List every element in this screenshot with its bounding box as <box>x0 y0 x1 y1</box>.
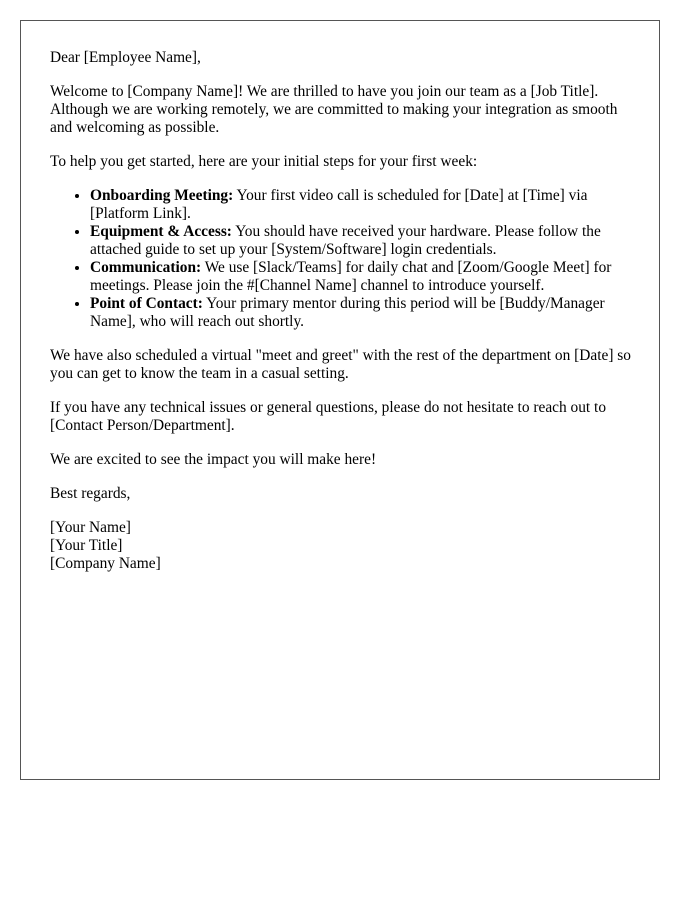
step-text-contact: Your primary mentor during this period will be [Buddy/Manager Name], who will reach out shortly. <box>90 295 605 330</box>
step-text-onboarding: Your first video call is scheduled for [Date] at [Time] via [Platform Link]. <box>90 187 588 222</box>
signature-name: [Your Name] <box>50 519 131 536</box>
signature-company: [Company Name] <box>50 555 161 572</box>
signature-title: [Your Title] <box>50 537 123 554</box>
step-text-equipment: You should have received your hardware. Please follow the attached guide to set up your [System/Software] login credentials. <box>90 223 601 258</box>
list-item <box>90 259 642 295</box>
list-item <box>90 223 642 259</box>
steps-intro-paragraph: To help you get started, here are your initial steps for your first week: <box>50 153 478 170</box>
sign-off: Best regards, <box>50 485 131 502</box>
step-label-communication: Communication: <box>90 259 202 276</box>
list-item <box>90 295 642 331</box>
meet-greet-paragraph: We have also scheduled a virtual "meet and greet" with the rest of the department on [Date] so you can get to know the team in a casual setting. <box>50 347 631 382</box>
signature-block <box>50 519 642 573</box>
letter-page <box>20 20 660 780</box>
letter-body <box>50 49 642 573</box>
step-text-communication: We use [Slack/Teams] for daily chat and [Zoom/Google Meet] for meetings. Please join the #[Channel Name] channel to introduce yourself. <box>90 259 612 294</box>
list-item <box>90 187 642 223</box>
step-label-equipment: Equipment & Access: <box>90 223 232 240</box>
closing-line: We are excited to see the impact you will make here! <box>50 451 377 468</box>
first-week-steps-list <box>50 187 642 331</box>
step-label-onboarding: Onboarding Meeting: <box>90 187 234 204</box>
step-label-contact: Point of Contact: <box>90 295 203 312</box>
letter-intro-paragraph: Welcome to [Company Name]! We are thrilled to have you join our team as a [Job Title]. Although we are working remotely, we are committed to making your integration as smooth and welcoming as possible. <box>50 83 618 136</box>
questions-paragraph: If you have any technical issues or general questions, please do not hesitate to reach out to [Contact Person/Department]. <box>50 399 607 434</box>
letter-greeting: Dear [Employee Name], <box>50 49 201 66</box>
